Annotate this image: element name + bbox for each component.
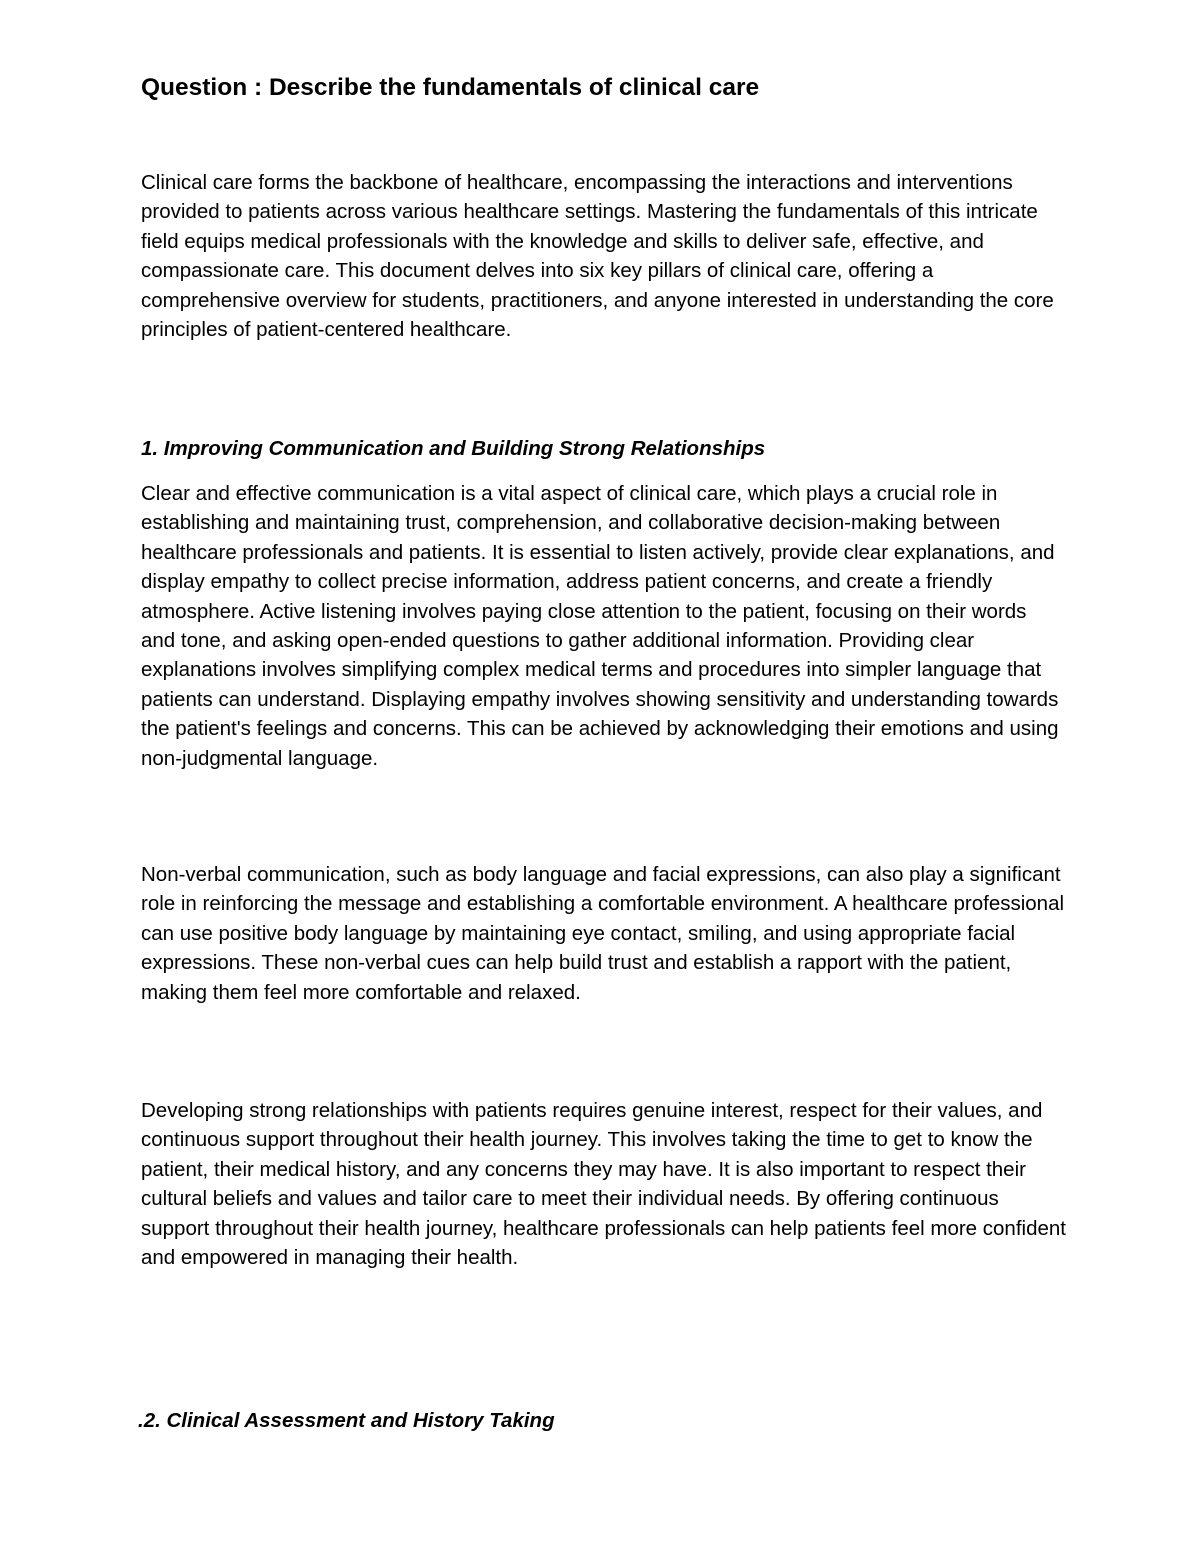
paragraph-nonverbal: Non-verbal communication, such as body language and facial expressions, can also play a significant role in reinforcing the message and establishing a comfortable environment. A healthcare professional can use positive body language by maintaining eye contact, smiling, and using appropriate facial expressions. These non-verbal cues can help build trust and establish a rapport with the patient, making them feel more comfortable and relaxed. xyxy=(141,863,1065,1004)
intro-paragraph: Clinical care forms the backbone of healthcare, encompassing the interactions and interventions provided to patients across various healthcare settings. Mastering the fundamentals of this intricate field equips medical professionals with the knowledge and skills to deliver safe, effective, and compassionate care. This document delves into six key pillars of clinical care, offering a comprehensive overview for students, practitioners, and anyone interested in understanding the core principles of patient-centered healthcare. xyxy=(141,171,1054,342)
page-title: Question : Describe the fundamentals of clinical care xyxy=(141,74,760,101)
section-heading-communication: 1. Improving Communication and Building Strong Relationships xyxy=(141,437,766,460)
paragraph-relationships: Developing strong relationships with patients requires genuine interest, respect for their values, and continuous support throughout their health journey. This involves taking the time to get to know the patient, their medical history, and any concerns they may have. It is also important to respect their cultural beliefs and values and tailor care to meet their individual needs. By offering continuous support throughout their health journey, healthcare professionals can help patients feel more confident and empowered in managing their health. xyxy=(141,1099,1066,1270)
section-heading-assessment: .2. Clinical Assessment and History Taking xyxy=(138,1409,555,1432)
paragraph-communication: Clear and effective communication is a vital aspect of clinical care, which plays a crucial role in establishing and maintaining trust, comprehension, and collaborative decision-making between healthcare professionals and patients. It is essential to listen actively, provide clear explanations, and display empathy to collect precise information, address patient concerns, and create a friendly atmosphere. Active listening involves paying close attention to the patient, focusing on their words and tone, and asking open-ended questions to gather additional information. Providing clear explanations involves simplifying complex medical terms and procedures into simpler language that patients can understand. Displaying empathy involves showing sensitivity and understanding towards the patient's feelings and concerns. This can be achieved by acknowledging their emotions and using non-judgmental language. xyxy=(141,482,1059,770)
